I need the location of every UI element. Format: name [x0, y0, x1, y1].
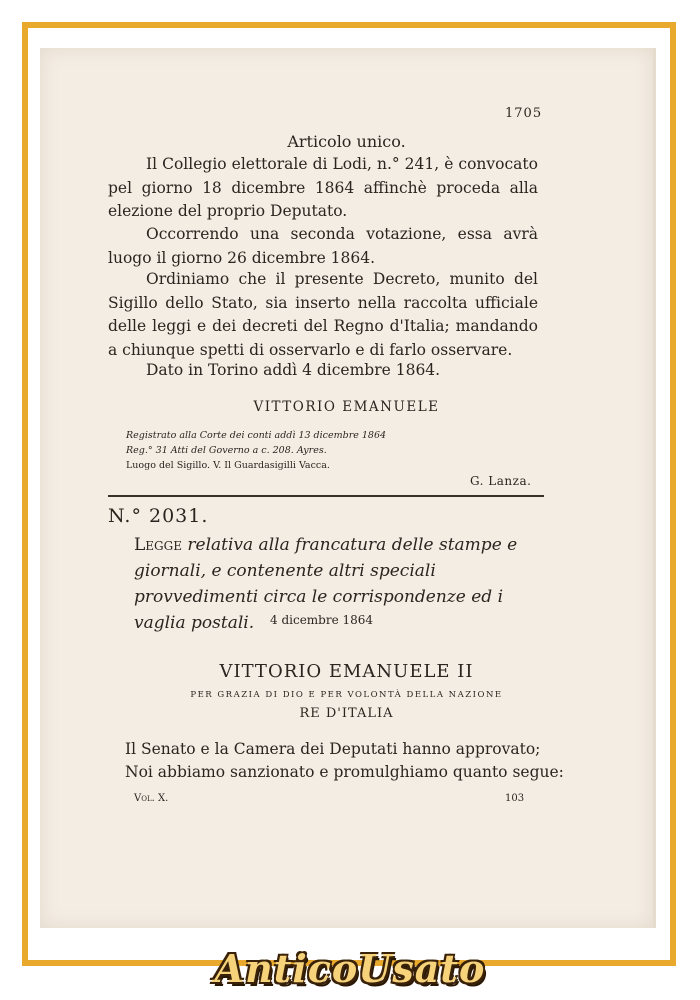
king-of-italy: RE D'ITALIA: [299, 706, 394, 721]
king-full-title: VITTORIO EMANUELE II: [219, 661, 474, 682]
law-date: 4 dicembre 1864: [270, 613, 374, 627]
king-signature: VITTORIO EMANUELE: [253, 399, 440, 415]
law-number: N.° 2031.: [108, 505, 209, 527]
grace-line: PER GRAZIA DI DIO E PER VOLONTÀ DELLA NAZIONE: [190, 690, 503, 700]
paragraph-collegio: Il Collegio elettorale di Lodi, n.° 241, è convocato pel giorno 18 dicembre 1864 affinchè proceda alla elezione del proprio Deputato.: [108, 155, 538, 220]
registration-line: Luogo del Sigillo. V. Il Guardasigilli Vacca.: [126, 460, 330, 471]
paragraph-seconda-votazione: Occorrendo una seconda votazione, essa avrà luogo il giorno 26 dicembre 1864.: [108, 225, 538, 267]
folio-number: 103: [505, 793, 525, 804]
registration-line: Reg.° 31 Atti del Governo a c. 208. Ayres.: [126, 445, 327, 456]
sanction-line: Noi abbiamo sanzionato e promulghiamo quanto segue:: [125, 763, 564, 781]
watermark-text: AnticoUsato: [214, 946, 486, 991]
registration-line: Registrato alla Corte dei conti addì 13 dicembre 1864: [126, 430, 387, 441]
volume-label: Vol. X.: [134, 793, 169, 804]
section-divider: [108, 495, 544, 497]
watermark-logo: [135, 946, 565, 998]
minister-signature: G. Lanza.: [470, 474, 532, 488]
senate-line: Il Senato e la Camera dei Deputati hanno approvato;: [125, 740, 541, 758]
paragraph-dato: Dato in Torino addì 4 dicembre 1864.: [146, 361, 441, 379]
paragraph-ordiniamo: Ordiniamo che il presente Decreto, munito del Sigillo dello Stato, sia inserto nella raccolta ufficiale delle leggi e dei decreti del Regno d'Italia; mandando a chiunque spetti di osservarlo e di farlo osservare.: [108, 270, 538, 359]
page-number: 1705: [505, 106, 543, 121]
article-heading: Articolo unico.: [287, 132, 406, 151]
law-title-lead: Legge: [134, 535, 182, 555]
law-title-text: relativa alla francatura delle stampe e giornali, e contenente altri speciali provvedimenti circa le corrispondenze ed i vaglia postali.: [134, 535, 518, 633]
